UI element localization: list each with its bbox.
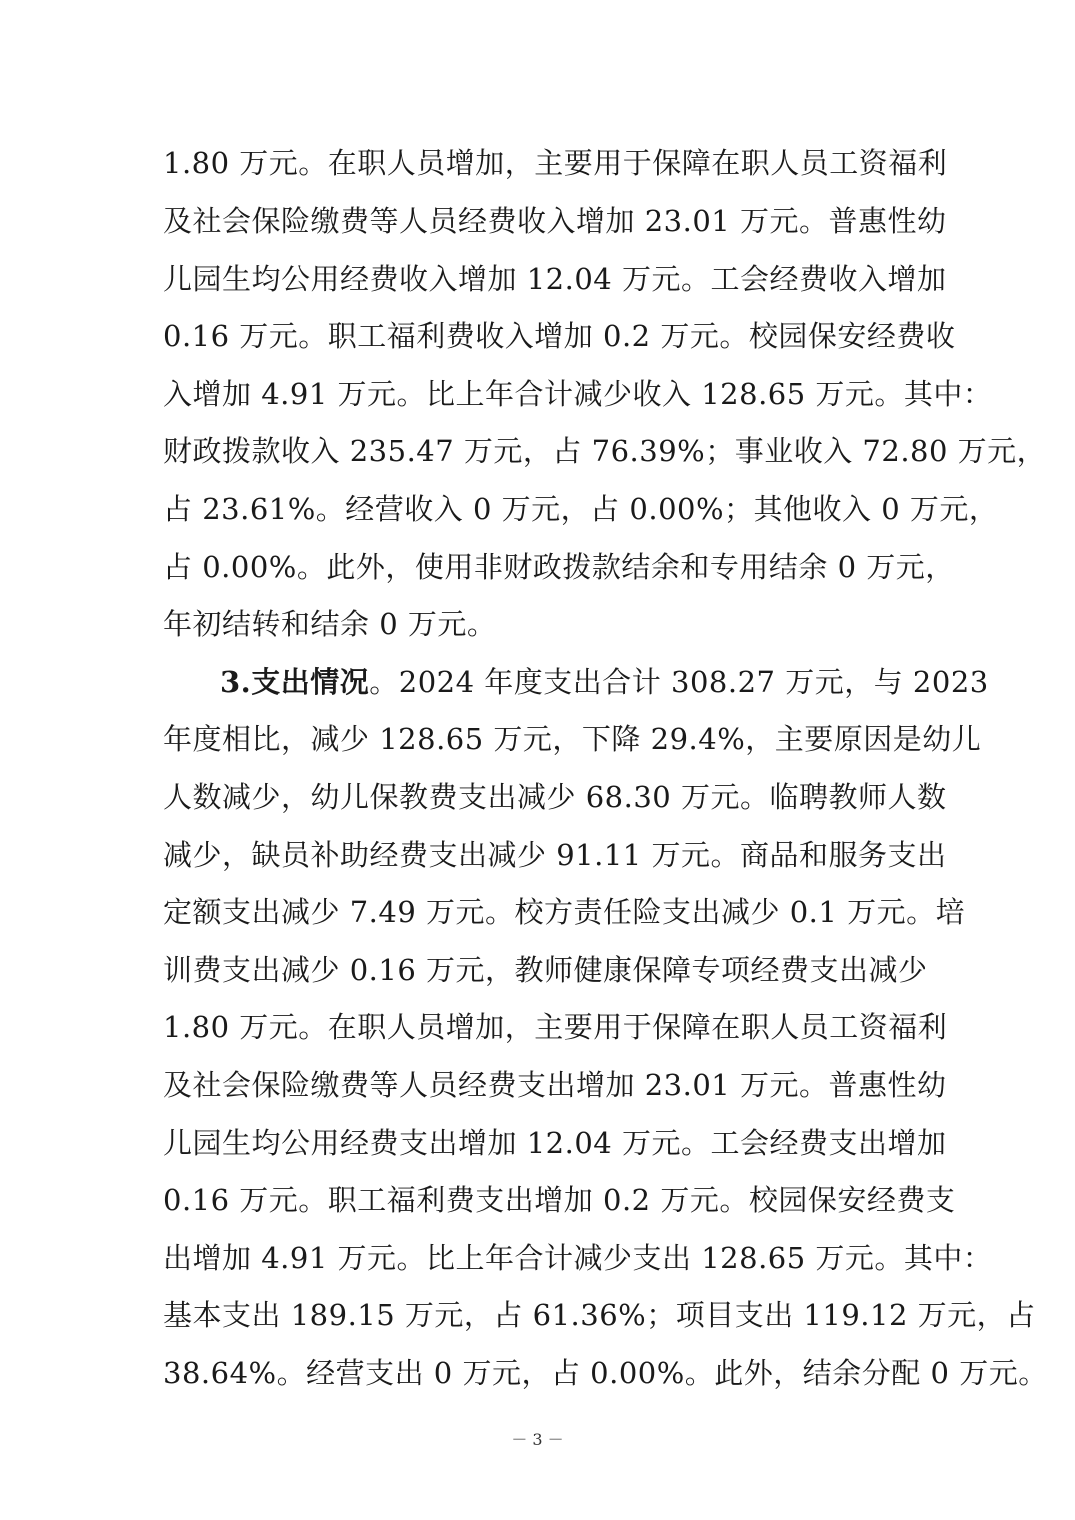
text-line: 训费支出减少 0.16 万元，教师健康保障专项经费支出减少 [163, 953, 928, 987]
text-line: 财政拨款收入 235.47 万元，占 76.39%；事业收入 72.80 万元， [163, 434, 1047, 468]
text-line: 及社会保险缴费等人员经费收入增加 23.01 万元。普惠性幼 [163, 204, 947, 238]
text-line: 定额支出减少 7.49 万元。校方责任险支出减少 0.1 万元。培 [163, 895, 966, 929]
text-line: 及社会保险缴费等人员经费支出增加 23.01 万元。普惠性幼 [163, 1068, 947, 1102]
text-line: 年度相比，减少 128.65 万元，下降 29.4%，主要原因是幼儿 [163, 722, 982, 756]
text-line: 减少，缺员补助经费支出减少 91.11 万元。商品和服务支出 [163, 838, 947, 872]
text-line: 儿园生均公用经费收入增加 12.04 万元。工会经费收入增加 [163, 262, 947, 296]
section-heading: 3.支出情况 [220, 665, 370, 699]
text-line: 出增加 4.91 万元。比上年合计减少支出 128.65 万元。其中： [163, 1241, 993, 1275]
text-line: 儿园生均公用经费支出增加 12.04 万元。工会经费支出增加 [163, 1126, 947, 1160]
text-line: 38.64%。经营支出 0 万元，占 0.00%。此外，结余分配 0 万元。 [163, 1356, 1048, 1390]
text-line: 0.16 万元。职工福利费支出增加 0.2 万元。校园保安经费支 [163, 1183, 956, 1217]
text-line: 年初结转和结余 0 万元。 [163, 607, 497, 641]
section-heading-line [220, 654, 989, 710]
text-line: 1.80 万元。在职人员增加，主要用于保障在职人员工资福利 [163, 1010, 948, 1044]
page-number: － 3 － [511, 1430, 564, 1449]
text-line: 占 23.61%。经营收入 0 万元，占 0.00%；其他收入 0 万元， [163, 492, 999, 526]
text-line: 0.16 万元。职工福利费收入增加 0.2 万元。校园保安经费收 [163, 319, 956, 353]
text-line: 人数减少，幼儿保教费支出减少 68.30 万元。临聘教师人数 [163, 780, 947, 814]
text-line: 占 0.00%。此外，使用非财政拨款结余和专用结余 0 万元， [163, 550, 955, 584]
text-line: 基本支出 189.15 万元，占 61.36%；项目支出 119.12 万元，占 [163, 1298, 1036, 1332]
text-line: 1.80 万元。在职人员增加，主要用于保障在职人员工资福利 [163, 146, 948, 180]
text-line: 入增加 4.91 万元。比上年合计减少收入 128.65 万元。其中： [163, 377, 993, 411]
text-span: 。2024 年度支出合计 308.27 万元，与 2023 [369, 665, 989, 699]
